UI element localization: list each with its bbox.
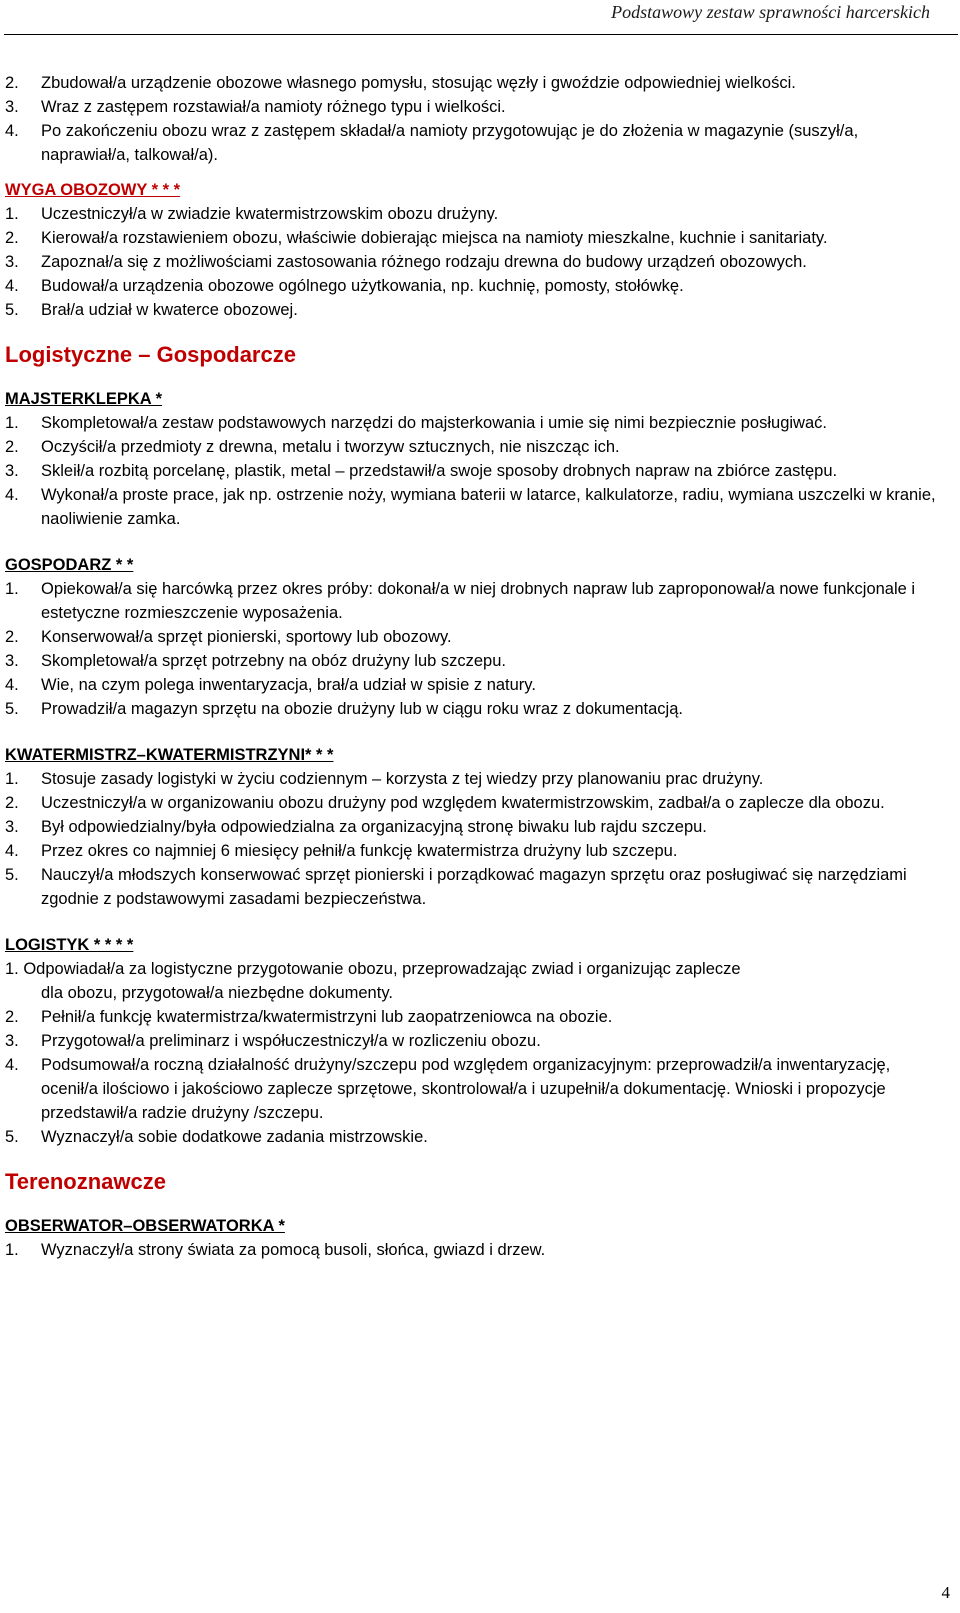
item-text: Uczestniczył/a w zwiadzie kwatermistrzowskim obozu drużyny. (41, 205, 499, 223)
item-text: Wykonał/a proste prace, jak np. ostrzenie noży, wymiana baterii w latarce, kalkulatorze, radiu, wymiana uszczelki w kranie, naoliwienie zamka. (41, 486, 936, 528)
list-item (5, 226, 950, 250)
item-text: Uczestniczył/a w organizowaniu obozu drużyny pod względem kwatermistrzowskim, zadbał/a o zaplecze dla obozu. (41, 794, 885, 812)
page-number: 4 (941, 1583, 950, 1602)
item-number: 5. (5, 1128, 19, 1146)
item-number: 5. (5, 301, 19, 319)
item-text: Wyznaczył/a sobie dodatkowe zadania mistrzowskie. (41, 1128, 428, 1146)
item-number: 4. (5, 277, 19, 295)
list-item (5, 483, 950, 531)
list-item (5, 791, 950, 815)
list-item (5, 411, 950, 435)
badge-title-majsterklepka: MAJSTERKLEPKA * (5, 390, 163, 408)
item-number: 1. (5, 1241, 19, 1259)
item-number: 4. (5, 676, 19, 694)
item-number: 1. (5, 205, 19, 223)
item-text: Pełnił/a funkcję kwatermistrza/kwatermistrzyni lub zaopatrzeniowca na obozie. (41, 1008, 613, 1026)
item-text: Wie, na czym polega inwentaryzacja, brał/a udział w spisie z natury. (41, 676, 536, 694)
item-number: 2. (5, 438, 19, 456)
item-text: Kierował/a rozstawieniem obozu, właściwie dobierając miejsca na namioty mieszkalne, kuchnie i sanitariaty. (41, 229, 828, 247)
item-number: 2. (5, 794, 19, 812)
list-item (5, 839, 950, 863)
list-item (5, 202, 950, 226)
running-header: Podstawowy zestaw sprawności harcerskich (611, 2, 930, 22)
list-item (5, 1053, 950, 1125)
list-item (5, 435, 950, 459)
item-text: Skompletował/a zestaw podstawowych narzędzi do majsterkowania i umie się nimi bezpiecznie posługiwać. (41, 414, 827, 432)
item-text: Skleił/a rozbitą porcelanę, plastik, metal – przedstawił/a swoje sposoby drobnych napraw na zbiórce zastępu. (41, 462, 838, 480)
list-item (5, 767, 950, 791)
item-text: Był odpowiedzialny/była odpowiedzialna za organizacyjną stronę biwaku lub rajdu szczepu. (41, 818, 707, 836)
list-item (5, 815, 950, 839)
item-number: 1. (5, 770, 19, 788)
item-number: 5. (5, 700, 19, 718)
item-number: 2. (5, 628, 19, 646)
item-number: 3. (5, 253, 19, 271)
list-item (5, 649, 950, 673)
item-text: Zbudował/a urządzenie obozowe własnego pomysłu, stosując węzły i gwoździe odpowiedniej wielkości. (41, 74, 796, 92)
list-item (5, 1005, 950, 1029)
list-item (5, 95, 950, 119)
item-text: Brał/a udział w kwaterce obozowej. (41, 301, 298, 319)
item-number: 3. (5, 652, 19, 670)
list-item (5, 298, 950, 322)
list-item (5, 71, 950, 95)
section-title-logistyczne: Logistyczne – Gospodarcze (5, 342, 296, 367)
list-item (5, 1029, 950, 1053)
item-text: Zapoznał/a się z możliwościami zastosowania różnego rodzaju drewna do budowy urządzeń obozowych. (41, 253, 807, 271)
item-number: 2. (5, 229, 19, 247)
badge-title-gospodarz: GOSPODARZ * * (5, 556, 134, 574)
list-item (5, 119, 950, 167)
list-item (5, 274, 950, 298)
item-text: Podsumował/a roczną działalność drużyny/szczepu pod względem organizacyjnym: przeprowadził/a inwentaryzację, ocenił/a ilościowo i jakościowo zaplecze sprzętowe, skontrolował/a i uzupełnił/a dokumentację. Wnioski i propozycje przedstawił/a radzie drużyny /szczepu. (41, 1056, 891, 1122)
list-item (5, 863, 950, 911)
badge-title-wyga: WYGA OBOZOWY * * * (5, 181, 181, 199)
item-number: 1. (5, 580, 19, 598)
item-number: 2. (5, 1008, 19, 1026)
item-text: Oczyścił/a przedmioty z drewna, metalu i tworzyw sztucznych, nie niszcząc ich. (41, 438, 620, 456)
item-number: 3. (5, 818, 19, 836)
item-number: 4. (5, 1056, 19, 1074)
header-rule (4, 34, 958, 35)
item-number: 4. (5, 486, 19, 504)
badge-title-logistyk: LOGISTYK * * * * (5, 936, 134, 954)
list-item (5, 250, 950, 274)
section-title-terenoznawcze: Terenoznawcze (5, 1169, 166, 1194)
list-item (5, 1238, 950, 1262)
item-number: 4. (5, 122, 19, 140)
item-text-lead: 1. Odpowiadał/a za logistyczne przygotowanie obozu, przeprowadzając zwiad i organizując zaplecze (5, 960, 741, 978)
item-text: Po zakończeniu obozu wraz z zastępem składał/a namioty przygotowując je do złożenia w magazynie (suszył/a, naprawiał/a, talkował/a). (41, 122, 859, 164)
item-text: Wraz z zastępem rozstawiał/a namioty różnego typu i wielkości. (41, 98, 506, 116)
item-text: Skompletował/a sprzęt potrzebny na obóz drużyny lub szczepu. (41, 652, 506, 670)
item-number: 4. (5, 842, 19, 860)
list-item (5, 673, 950, 697)
list-item (5, 577, 950, 625)
item-text: Wyznaczył/a strony świata za pomocą busoli, słońca, gwiazd i drzew. (41, 1241, 546, 1259)
item-text: Prowadził/a magazyn sprzętu na obozie drużyny lub w ciągu roku wraz z dokumentacją. (41, 700, 683, 718)
list-item (5, 625, 950, 649)
item-number: 5. (5, 866, 19, 884)
item-number: 1. (5, 414, 19, 432)
item-text: Przez okres co najmniej 6 miesięcy pełnił/a funkcję kwatermistrza drużyny lub szczepu. (41, 842, 678, 860)
list-item (5, 1125, 950, 1149)
item-text-continuation: dla obozu, przygotował/a niezbędne dokumenty. (41, 984, 393, 1002)
item-number: 3. (5, 1032, 19, 1050)
item-text: Budował/a urządzenia obozowe ogólnego użytkowania, np. kuchnię, pomosty, stołówkę. (41, 277, 684, 295)
badge-title-kwatermistrz: KWATERMISTRZ–KWATERMISTRZYNI* * * (5, 746, 334, 764)
item-text: Przygotował/a preliminarz i współuczestniczył/a w rozliczeniu obozu. (41, 1032, 541, 1050)
item-text: Konserwował/a sprzęt pionierski, sportowy lub obozowy. (41, 628, 452, 646)
item-number: 3. (5, 98, 19, 116)
list-item (5, 697, 950, 721)
item-text: Stosuje zasady logistyki w życiu codziennym – korzysta z tej wiedzy przy planowaniu prac drużyny. (41, 770, 764, 788)
item-number: 2. (5, 74, 19, 92)
item-number: 3. (5, 462, 19, 480)
list-item (5, 459, 950, 483)
item-text: Nauczył/a młodszych konserwować sprzęt pionierski i porządkować magazyn sprzętu oraz posługiwać się narzędziami zgodnie z podstawowymi zasadami bezpieczeństwa. (41, 866, 907, 908)
item-text: Opiekował/a się harcówką przez okres próby: dokonał/a w niej drobnych napraw lub zaproponował/a nowe funkcjonale i estetyczne rozmieszczenie wyposażenia. (41, 580, 916, 622)
list-item (5, 957, 950, 1005)
document-body (5, 71, 950, 1262)
badge-title-obserwator: OBSERWATOR–OBSERWATORKA * (5, 1217, 285, 1235)
